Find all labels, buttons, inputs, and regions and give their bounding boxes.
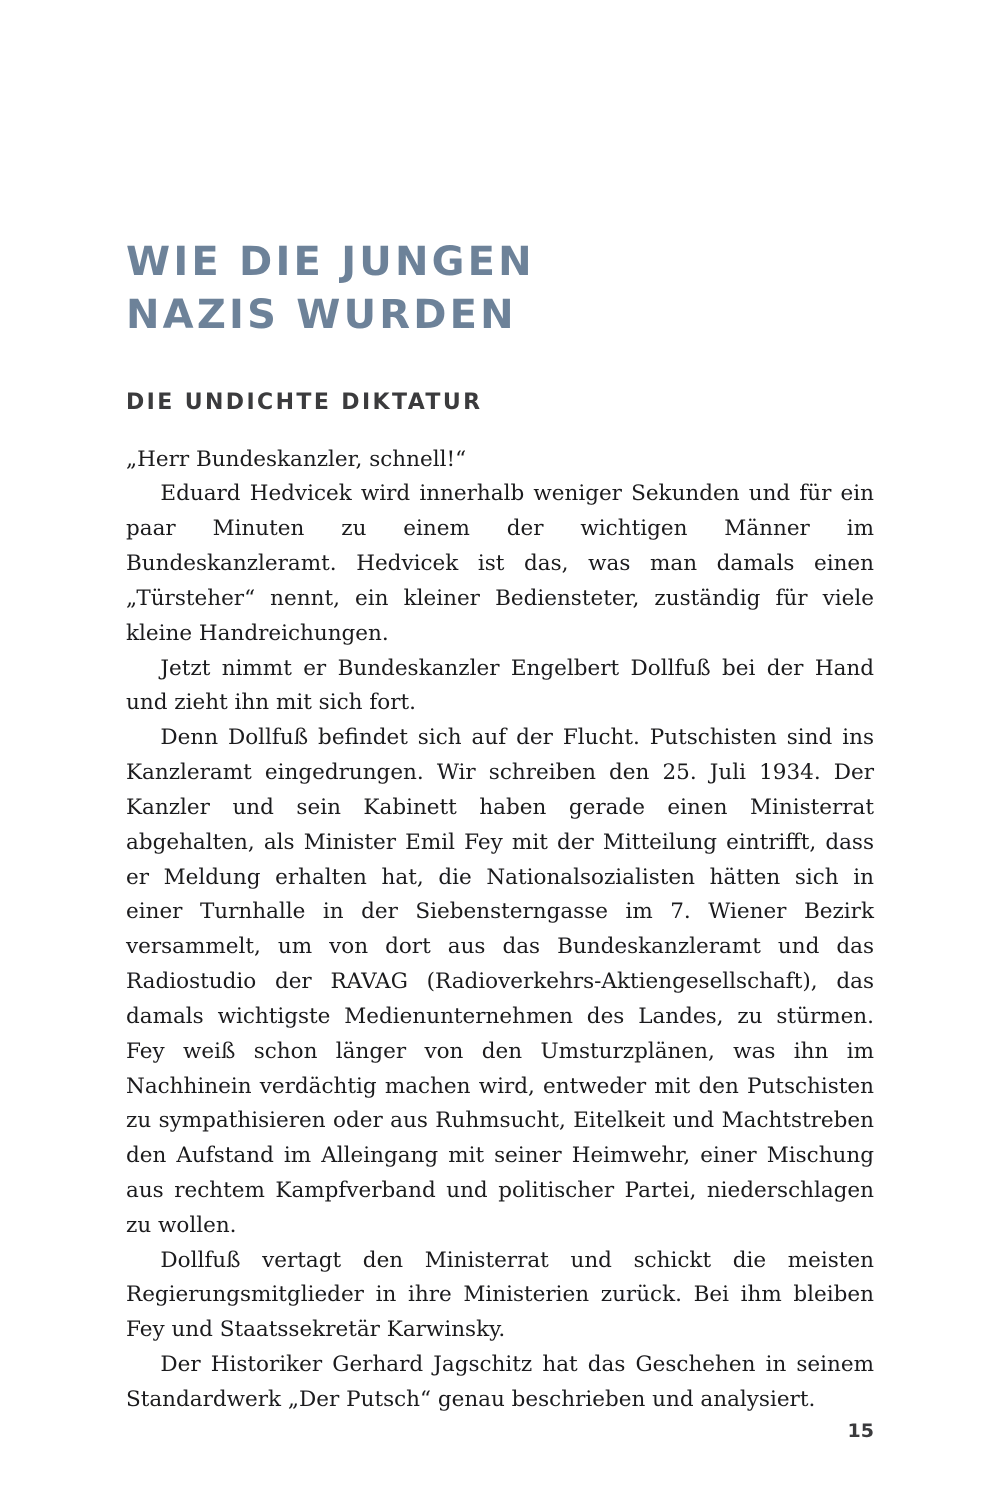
page-content xyxy=(126,236,874,1418)
paragraph-4: Denn Dollfuß befindet sich auf der Flucht. Putschisten sind ins Kanzleramt eingedrungen. Wir schreiben den 25. Juli 1934. Der Kanzler und sein Kabinett haben gerade einen Ministerrat abgehalten, als Minister Emil Fey mit der Mitteilung eintrifft, dass er Meldung erhalten hat, die Nationalsozialisten hätten sich in einer Turnhalle in der Siebensterngasse im 7. Wiener Bezirk versammelt, um von dort aus das Bundeskanzleramt und das Radiostudio der RAVAG (Radioverkehrs-Aktiengesellschaft), das damals wichtigste Medienunternehmen des Landes, zu stürmen. Fey weiß schon länger von den Umsturzplänen, was ihn im Nachhinein verdächtig machen wird, entweder mit den Putschisten zu sympathisieren oder aus Ruhmsucht, Eitelkeit und Machtstreben den Aufstand im Alleingang mit seiner Heimwehr, einer Mischung aus rechtem Kampfverband und politischer Partei, niederschlagen zu wollen. xyxy=(126,725,874,1238)
paragraph-6: Der Historiker Gerhard Jagschitz hat das Geschehen in seinem Standardwerk „Der Putsch“ genau beschrieben und analysiert. xyxy=(126,1352,874,1412)
chapter-title-line-1: WIE DIE JUNGEN xyxy=(126,239,535,285)
page-number: 15 xyxy=(847,1420,874,1442)
paragraph-5: Dollfuß vertagt den Ministerrat und schickt die meisten Regierungsmitglieder in ihre Ministerien zurück. Bei ihm bleiben Fey und Staatssekretär Karwinsky. xyxy=(126,1247,874,1343)
section-title: DIE UNDICHTE DIKTATUR xyxy=(126,389,483,415)
chapter-title xyxy=(126,236,874,342)
paragraph-3: Jetzt nimmt er Bundeskanzler Engelbert Dollfuß bei der Hand und zieht ihn mit sich fort. xyxy=(126,655,874,716)
paragraph-1: „Herr Bundeskanzler, schnell!“ xyxy=(126,446,467,472)
paragraph-2: Eduard Hedvicek wird innerhalb weniger Sekunden und für ein paar Minuten zu einem der wichtigen Männer im Bundeskanzleramt. Hedvicek ist das, was man damals einen „Türsteher“ nennt, ein kleiner Bediensteter, zuständig für viele kleine Handreichungen. xyxy=(126,481,874,646)
chapter-title-line-2: NAZIS WURDEN xyxy=(126,291,517,338)
body-text xyxy=(126,443,874,1418)
